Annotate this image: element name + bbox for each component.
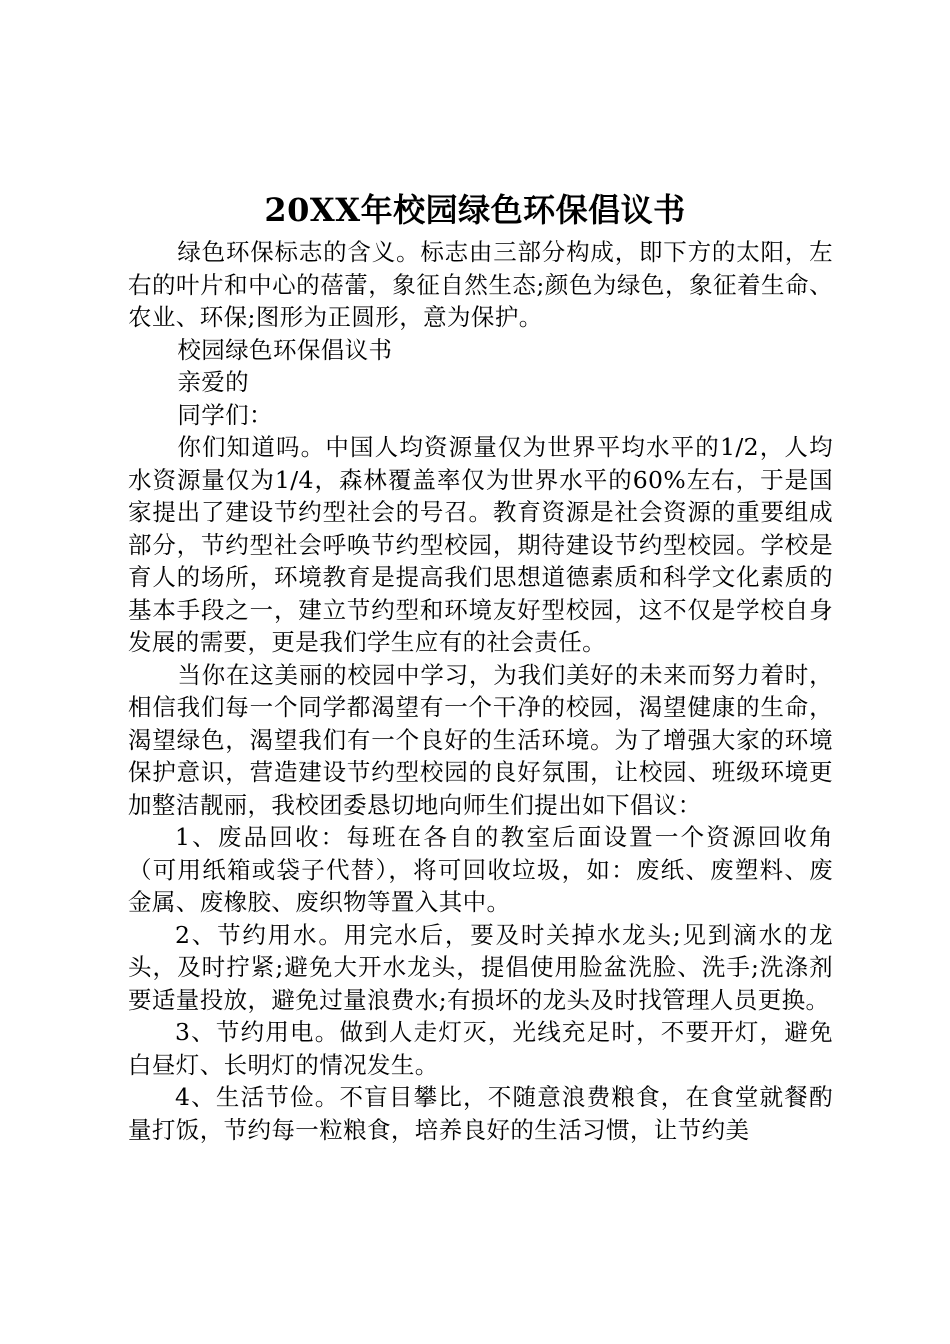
paragraph-subtitle: 校园绿色环保倡议书	[177, 335, 393, 364]
paragraph-item-3: 3、节约用电。做到人走灯灭，光线充足时，不要开灯，避免白昼灯、长明灯的情况发生。	[128, 1018, 833, 1079]
paragraph-call: 当你在这美丽的校园中学习，为我们美好的未来而努力着时，相信我们每一个同学都渴望有一个干净的校园，渴望健康的生命，渴望绿色，渴望我们有一个良好的生活环境。为了增强大家的环境保护意识，营造建设节约型校园的良好氛围，让校园、班级环境更加整洁靓丽，我校团委恳切地向师生们提出如下倡议：	[128, 660, 833, 819]
paragraph-salutation-2: 同学们：	[177, 400, 273, 429]
paragraph-item-1: 1、废品回收：每班在各自的教室后面设置一个资源回收角（可用纸箱或袋子代替），将可回收垃圾，如：废纸、废塑料、废金属、废橡胶、废织物等置入其中。	[128, 823, 833, 916]
paragraph-intro: 你们知道吗。中国人均资源量仅为世界平均水平的1/2，人均水资源量仅为1/4，森林覆盖率仅为世界水平的60%左右，于是国家提出了建设节约型社会的号召。教育资源是社会资源的重要组成部分，节约型社会呼唤节约型校园，期待建设节约型校园。学校是育人的场所，环境教育是提高我们思想道德素质和科学文化素质的基本手段之一，建立节约型和环境友好型校园，这不仅是学校自身发展的需要，更是我们学生应有的社会责任。	[128, 433, 833, 656]
paragraph-salutation-1: 亲爱的	[177, 368, 250, 396]
document-title: 20XX年校园绿色环保倡议书	[264, 191, 686, 229]
paragraph-logo-meaning: 绿色环保标志的含义。标志由三部分构成，即下方的太阳，左右的叶片和中心的蓓蕾，象征自然生态;颜色为绿色，象征着生命、农业、环保;图形为正圆形，意为保护。	[128, 238, 833, 331]
paragraph-item-4: 4、生活节俭。不盲目攀比，不随意浪费粮食，在食堂就餐酌量打饭，节约每一粒粮食，培养良好的生活习惯，让节约美	[128, 1083, 833, 1144]
paragraph-item-2: 2、节约用水。用完水后，要及时关掉水龙头;见到滴水的龙头，及时拧紧;避免大开水龙头，提倡使用脸盆洗脸、洗手;洗涤剂要适量投放，避免过量浪费水;有损坏的龙头及时找管理人员更换。	[128, 920, 833, 1014]
document-body	[128, 236, 833, 1146]
